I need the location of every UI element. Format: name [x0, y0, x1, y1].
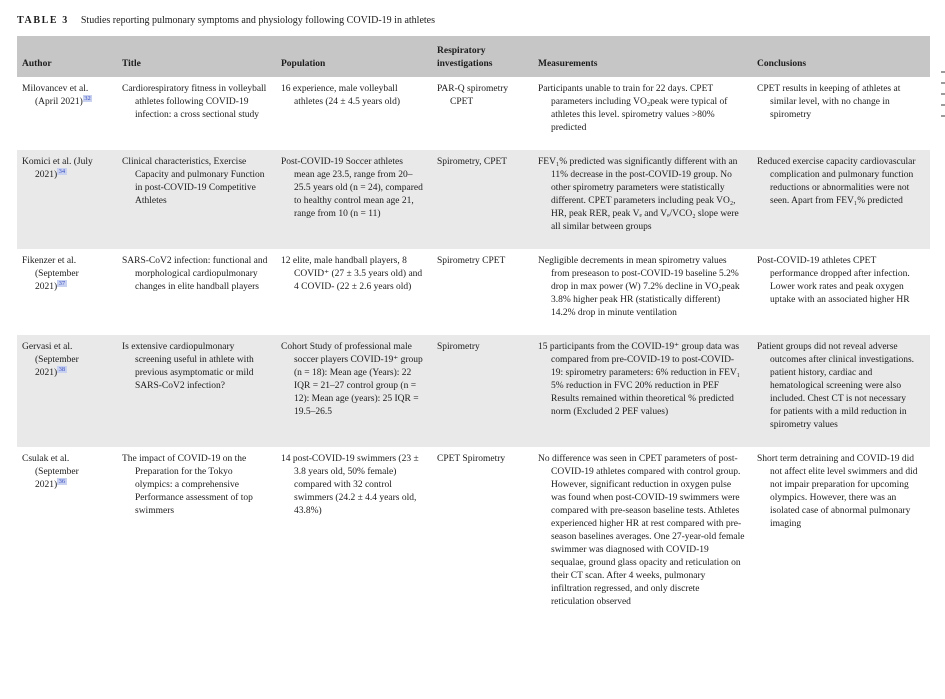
- author-cell: [17, 150, 122, 249]
- respiratory-cell: [437, 249, 538, 335]
- measurements-text: Negligible decrements in mean spirometry values from preseason to post-COVID-19 baseline 5.2% drop in max power (W) 7.2% decline in VO₂peak 3.8% higher peak HR (statistically different) 14.2% drop in minute ventilation: [538, 256, 740, 318]
- population-text: 14 post-COVID-19 swimmers (23 ± 3.8 years old, 50% female) compared with 32 control swimmers (24.2 ± 4.4 years old, 43.8%): [281, 454, 419, 516]
- header-row: [17, 36, 930, 77]
- population-text: 16 experience, male volleyball athletes (24 ± 4.5 years old): [281, 84, 400, 107]
- conclusions-text: Short term detraining and COVID-19 did not affect elite level swimmers and did not impair preparation for upcoming olympics. However, there was an isolated case of abnormal pulmonary imaging: [757, 454, 918, 529]
- table-row: [17, 335, 930, 447]
- population-text: Post-COVID-19 Soccer athletes mean age 23.5, range from 20–25.5 years old (n = 24), compared to healthy control mean age 21, range from 10 (n = 11): [281, 157, 423, 219]
- author-text: Csulak et al. (September 2021): [22, 454, 79, 490]
- conclusions-cell: [757, 150, 930, 249]
- title-text: Cardiorespiratory fitness in volleyball athletes following COVID-19 infection: a cross sectional study: [122, 84, 267, 120]
- author-cell: [17, 335, 122, 447]
- respiratory-cell: [437, 77, 538, 150]
- column-header-author: Author: [17, 36, 122, 77]
- measurements-cell: [538, 249, 757, 335]
- reference-link[interactable]: 37: [58, 279, 66, 287]
- title-cell: [122, 150, 281, 249]
- title-text: SARS-CoV2 infection: functional and morphological cardiopulmonary changes in elite handball players: [122, 256, 268, 292]
- population-text: 12 elite, male handball players, 8 COVID⁺ (27 ± 3.5 years old) and 4 COVID- (22 ± 2.6 years old): [281, 256, 423, 292]
- title-text: The impact of COVID-19 on the Preparation for the Tokyo olympics: a comprehensive Performance assessment of top swimmers: [122, 454, 253, 516]
- column-header-title: Title: [122, 36, 281, 77]
- author-cell: [17, 77, 122, 150]
- conclusions-text: Patient groups did not reveal adverse outcomes after clinical investigations. patient history, cardiac and hematological screening were also included. Chest CT is not necessary for patients with a mild reduction in spirometry values: [757, 342, 915, 430]
- author-text: Fikenzer et al. (September 2021): [22, 256, 79, 292]
- author-cell: [17, 249, 122, 335]
- author-text: Komici et al. (July 2021): [22, 157, 93, 180]
- conclusions-text: Reduced exercise capacity cardiovascular complication and pulmonary function reductions or abnormalities were not seen. Apart from FEV₁% predicted: [757, 157, 916, 206]
- title-cell: [122, 335, 281, 447]
- author-text: Milovancev et al. (April 2021): [22, 84, 89, 107]
- table-row: [17, 150, 930, 249]
- population-cell: [281, 249, 437, 335]
- title-cell: [122, 249, 281, 335]
- cropped-margin-marks: [941, 71, 945, 117]
- respiratory-cell: [437, 447, 538, 624]
- title-text: Clinical characteristics, Exercise Capacity and pulmonary Function in post-COVID-19 Competitive Athletes: [122, 157, 265, 206]
- column-header-respiratory: Respiratory investigations: [437, 36, 538, 77]
- conclusions-text: CPET results in keeping of athletes at similar level, with no change in spirometry: [757, 84, 901, 120]
- author-cell: [17, 447, 122, 624]
- population-cell: [281, 447, 437, 624]
- reference-link[interactable]: 32: [84, 94, 91, 102]
- measurements-text: FEV₁% predicted was significantly different with an 11% decrease in the post-COVID-19 group. No other spirometry parameters were statistically different. CPET parameters including peak VO₂, HR, peak RER, peak Vₑ and Vₑ/VCO₂ slope were all similar between groups: [538, 157, 739, 232]
- table-row: [17, 447, 930, 624]
- measurements-cell: [538, 335, 757, 447]
- table-caption-label: TABLE 3: [17, 15, 69, 26]
- conclusions-cell: [757, 249, 930, 335]
- measurements-cell: [538, 150, 757, 249]
- respiratory-text: CPET Spirometry: [437, 454, 506, 464]
- reference-link[interactable]: 34: [58, 167, 66, 175]
- conclusions-cell: [757, 77, 930, 150]
- reference-link[interactable]: 36: [58, 477, 66, 485]
- respiratory-text: PAR-Q spirometry CPET: [437, 84, 509, 107]
- measurements-text: Participants unable to train for 22 days. CPET parameters including VO₂peak were typical of athletes this level. spirometry values >80% predicted: [538, 84, 728, 133]
- author-text: Gervasi et al. (September 2021): [22, 342, 79, 378]
- measurements-text: 15 participants from the COVID-19⁺ group data was compared from pre-COVID-19 to post-COVID-19: spirometry parameters: 6% reduction in FEV₁ 5% reduction in FVC 20% reduction in PEF Results remained within theoretical % predicted norm (Excluded 2 PEF values): [538, 342, 741, 417]
- population-text: Cohort Study of professional male soccer players COVID-19⁺ group (n = 18): Mean age (Years): 22 IQR = 21–27 control group (n = 12): Mean age (years): 25 IQR = 19.5–26.5: [281, 342, 423, 417]
- respiratory-text: Spirometry: [437, 342, 480, 352]
- column-header-population: Population: [281, 36, 437, 77]
- conclusions-cell: [757, 335, 930, 447]
- column-header-conclusions: Conclusions: [757, 36, 930, 77]
- table-body: [17, 77, 930, 624]
- respiratory-text: Spirometry CPET: [437, 256, 506, 266]
- table-row: [17, 249, 930, 335]
- title-cell: [122, 77, 281, 150]
- measurements-cell: [538, 77, 757, 150]
- respiratory-cell: [437, 335, 538, 447]
- table-row: [17, 77, 930, 150]
- measurements-text: No difference was seen in CPET parameters of post-COVID-19 athletes compared with control group. However, significant reduction in oxygen pulse was found when post-COVID-19 swimmers were compared with pre-season baseline tests. Athletes experienced higher HR at rest compared with pre-season baselines averages. One 27-year-old female swimmer was diagnosed with COVID-19 sequalae, ground glass opacity and reticulation on their CT scan. After 4 weeks, pulmonary infiltration regressed, and only discrete reticulation observed: [538, 454, 745, 607]
- measurements-cell: [538, 447, 757, 624]
- respiratory-text: Spirometry, CPET: [437, 157, 508, 167]
- title-cell: [122, 447, 281, 624]
- table-caption-text: Studies reporting pulmonary symptoms and physiology following COVID-19 in athletes: [80, 15, 435, 26]
- title-text: Is extensive cardiopulmonary screening useful in athlete with previous asymptomatic or mild SARS-CoV2 infection?: [122, 342, 254, 391]
- conclusions-cell: [757, 447, 930, 624]
- respiratory-cell: [437, 150, 538, 249]
- population-cell: [281, 335, 437, 447]
- conclusions-text: Post-COVID-19 athletes CPET performance dropped after infection. Lower work rates and peak oxygen uptake with an associated higher HR: [757, 256, 910, 305]
- studies-table: [17, 36, 930, 624]
- table-caption: [17, 15, 945, 27]
- column-header-measurements: Measurements: [538, 36, 757, 77]
- reference-link[interactable]: 38: [58, 365, 66, 373]
- population-cell: [281, 77, 437, 150]
- population-cell: [281, 150, 437, 249]
